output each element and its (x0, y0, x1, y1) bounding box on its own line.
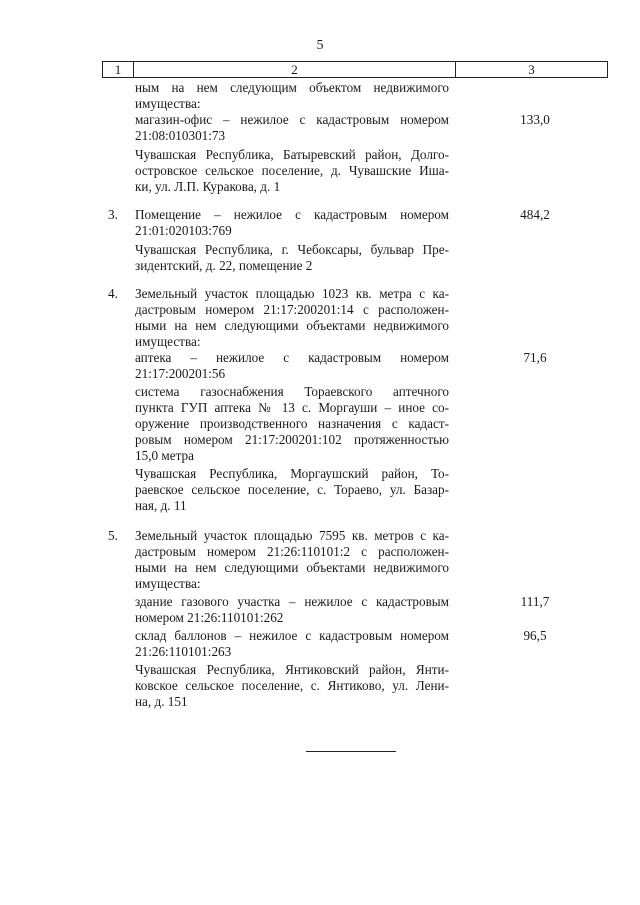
description-line: магазин-офис – нежилое с кадастровым номером (135, 112, 449, 127)
description-line: система газоснабжения Тораевского аптечного (135, 384, 449, 399)
area-value: 71,6 (523, 350, 547, 365)
description-line: 21:01:020103:769 (135, 223, 232, 238)
description-line: 21:17:200201:56 (135, 366, 226, 381)
page-number: 5 (316, 38, 324, 53)
description-line: ковское сельское поселение, с. Янтиково, ул. Лени- (135, 678, 449, 693)
description-line: островское сельское поселение, д. Чувашские Иша- (135, 163, 449, 178)
description-line: пункта ГУП аптека № 13 с. Моргауши – иное со- (135, 400, 449, 415)
description-line: Земельный участок площадью 7595 кв. метров с ка- (135, 528, 449, 543)
row-number: 4. (108, 286, 118, 301)
description-line: на, д. 151 (135, 694, 188, 709)
description-line: ровым номером 21:17:200201:102 протяженностью (135, 432, 449, 447)
description-line: зидентский, д. 22, помещение 2 (135, 258, 313, 273)
description-line: аптека – нежилое с кадастровым номером (135, 350, 449, 365)
description-line: здание газового участка – нежилое с кадастровым (135, 594, 449, 609)
description-line: ными на нем следующими объектами недвижимого (135, 318, 449, 333)
description-line: Чувашская Республика, Моргаушский район, То- (135, 466, 449, 481)
description-line: имущества: (135, 334, 201, 349)
description-line: ными на нем следующими объектами недвижимого (135, 560, 449, 575)
description-line: Чувашская Республика, Батыревский район, Долго- (135, 147, 449, 162)
header-col-1: 1 (114, 61, 122, 77)
area-value: 484,2 (520, 207, 550, 222)
area-value: 96,5 (523, 628, 547, 643)
area-value: 133,0 (520, 112, 550, 127)
description-line: склад баллонов – нежилое с кадастровым номером (135, 628, 449, 643)
description-line: 15,0 метра (135, 448, 194, 463)
description-line: Помещение – нежилое с кадастровым номером (135, 207, 449, 222)
description-line: Земельный участок площадью 1023 кв. метра с ка- (135, 286, 449, 301)
row-number: 3. (108, 207, 118, 222)
row-number: 5. (108, 528, 118, 543)
description-line: дастровым номером 21:17:200201:14 с расположен- (135, 302, 449, 317)
table-header-row (102, 61, 608, 78)
description-line: 21:08:010301:73 (135, 128, 226, 143)
description-line: имущества: (135, 96, 201, 111)
description-line: дастровым номером 21:26:110101:2 с расположен- (135, 544, 449, 559)
area-value: 111,7 (520, 594, 550, 609)
footer-rule (306, 751, 396, 752)
header-col-3: 3 (455, 62, 607, 77)
description-line: оружение производственного назначения с кадаст- (135, 416, 449, 431)
description-line: раевское сельское поселение, с. Тораево, ул. Базар- (135, 482, 449, 497)
description-line: ки, ул. Л.П. Куракова, д. 1 (135, 179, 281, 194)
description-line: ная, д. 11 (135, 498, 187, 513)
description-line: имущества: (135, 576, 201, 591)
header-col-2: 2 (133, 62, 455, 77)
description-line: 21:26:110101:263 (135, 644, 232, 659)
description-line: номером 21:26:110101:262 (135, 610, 284, 625)
description-line: Чувашская Республика, г. Чебоксары, бульвар Пре- (135, 242, 449, 257)
description-line: ным на нем следующим объектом недвижимого (135, 80, 449, 95)
description-line: Чувашская Республика, Янтиковский район, Янти- (135, 662, 449, 677)
